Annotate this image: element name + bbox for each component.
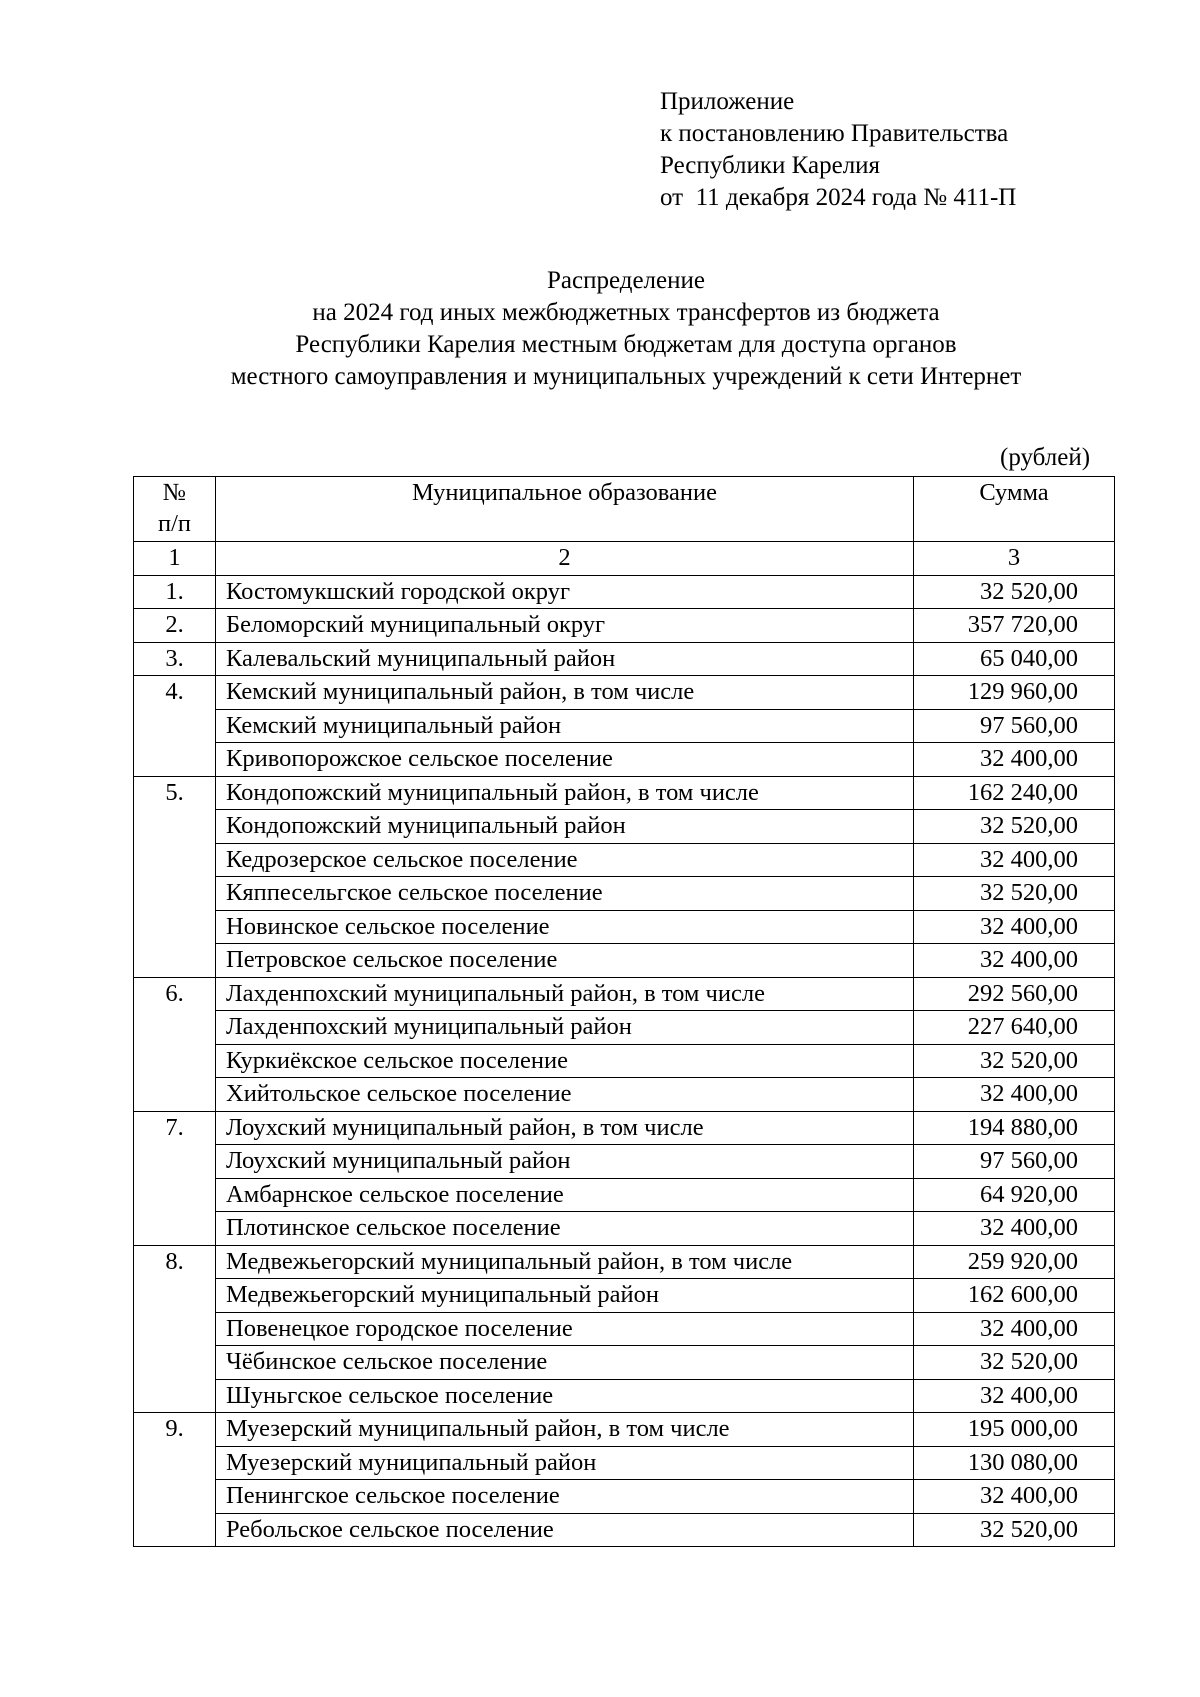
amount: 32 400,00 (914, 1078, 1115, 1112)
table-row (134, 575, 1115, 609)
appendix-line: к постановлению Правительства (660, 120, 1009, 147)
municipality-name: Кривопорожское сельское поселение (216, 743, 914, 777)
header-num: № п/п (134, 477, 216, 542)
municipality-name: Кяппесельгское сельское поселение (216, 877, 914, 911)
municipality-name: Кедрозерское сельское поселение (216, 843, 914, 877)
amount: 32 520,00 (914, 1513, 1115, 1547)
municipality-name: Ребольское сельское поселение (216, 1513, 914, 1547)
municipality-name: Беломорский муниципальный округ (216, 609, 914, 643)
column-number: 1 (134, 542, 216, 576)
amount: 32 400,00 (914, 944, 1115, 978)
table-row (134, 1513, 1115, 1547)
amount: 195 000,00 (914, 1413, 1115, 1447)
row-number: 3. (134, 642, 216, 676)
municipality-name: Чёбинское сельское поселение (216, 1346, 914, 1380)
table-row (134, 1011, 1115, 1045)
appendix-line: Приложение (660, 88, 795, 115)
table-row (134, 1379, 1115, 1413)
amount: 32 520,00 (914, 810, 1115, 844)
column-number: 2 (216, 542, 914, 576)
municipality-name: Кемский муниципальный район (216, 709, 914, 743)
row-number: 4. (134, 676, 216, 777)
amount: 32 400,00 (914, 1480, 1115, 1514)
table-row (134, 642, 1115, 676)
amount: 32 520,00 (914, 1346, 1115, 1380)
table-row (134, 810, 1115, 844)
row-number: 6. (134, 977, 216, 1111)
table-row (134, 776, 1115, 810)
table-row (134, 1078, 1115, 1112)
amount: 64 920,00 (914, 1178, 1115, 1212)
table-row (134, 1480, 1115, 1514)
municipality-name: Петровское сельское поселение (216, 944, 914, 978)
municipality-name: Муезерский муниципальный район, в том числе (216, 1413, 914, 1447)
municipality-name: Медвежьегорский муниципальный район, в том числе (216, 1245, 914, 1279)
amount: 32 520,00 (914, 1044, 1115, 1078)
municipality-name: Костомукшский городской округ (216, 575, 914, 609)
distribution-table (133, 476, 1115, 1547)
title-line: местного самоуправления и муниципальных учреждений к сети Интернет (230, 363, 1022, 390)
table-row (134, 1145, 1115, 1179)
table-body (134, 542, 1115, 1547)
table-row (134, 1279, 1115, 1313)
municipality-name: Медвежьегорский муниципальный район (216, 1279, 914, 1313)
row-number: 8. (134, 1245, 216, 1413)
municipality-name: Амбарнское сельское поселение (216, 1178, 914, 1212)
amount: 32 400,00 (914, 1379, 1115, 1413)
municipality-name: Муезерский муниципальный район (216, 1446, 914, 1480)
municipality-name: Кондопожский муниципальный район (216, 810, 914, 844)
table-row (134, 1212, 1115, 1246)
amount: 32 400,00 (914, 1212, 1115, 1246)
header-sum: Сумма (914, 477, 1115, 542)
municipality-name: Лахденпохский муниципальный район, в том числе (216, 977, 914, 1011)
appendix-line: Республики Карелия (660, 152, 881, 179)
amount: 227 640,00 (914, 1011, 1115, 1045)
row-number: 2. (134, 609, 216, 643)
table-row (134, 843, 1115, 877)
municipality-name: Калевальский муниципальный район (216, 642, 914, 676)
amount: 32 400,00 (914, 1312, 1115, 1346)
amount: 32 400,00 (914, 910, 1115, 944)
amount: 357 720,00 (914, 609, 1115, 643)
column-number: 3 (914, 542, 1115, 576)
amount: 292 560,00 (914, 977, 1115, 1011)
table-row (134, 1312, 1115, 1346)
table-row (134, 1346, 1115, 1380)
table-row (134, 1111, 1115, 1145)
table-row (134, 1178, 1115, 1212)
municipality-name: Повенецкое городское поселение (216, 1312, 914, 1346)
table-row (134, 609, 1115, 643)
row-number: 7. (134, 1111, 216, 1245)
amount: 97 560,00 (914, 709, 1115, 743)
table-row (134, 1446, 1115, 1480)
table-row (134, 877, 1115, 911)
municipality-name: Лахденпохский муниципальный район (216, 1011, 914, 1045)
table-row (134, 1245, 1115, 1279)
table-row (134, 743, 1115, 777)
municipality-name: Кондопожский муниципальный район, в том числе (216, 776, 914, 810)
municipality-name: Плотинское сельское поселение (216, 1212, 914, 1246)
table-row (134, 1044, 1115, 1078)
header-name: Муниципальное образование (216, 477, 914, 542)
appendix-header (660, 86, 1016, 214)
municipality-name: Шуньгское сельское поселение (216, 1379, 914, 1413)
title-line: на 2024 год иных межбюджетных трансфертов из бюджета (312, 299, 940, 326)
table-header-row (134, 477, 1115, 542)
table-row (134, 944, 1115, 978)
amount: 32 400,00 (914, 743, 1115, 777)
row-number: 9. (134, 1413, 216, 1547)
amount: 32 520,00 (914, 575, 1115, 609)
document-title (0, 265, 1200, 393)
row-number: 1. (134, 575, 216, 609)
title-line: Распределение (547, 267, 705, 294)
title-line: Республики Карелия местным бюджетам для доступа органов (295, 331, 957, 358)
amount: 32 400,00 (914, 843, 1115, 877)
column-numbers-row (134, 542, 1115, 576)
municipality-name: Хийтольское сельское поселение (216, 1078, 914, 1112)
municipality-name: Лоухский муниципальный район (216, 1145, 914, 1179)
table-row (134, 709, 1115, 743)
municipality-name: Лоухский муниципальный район, в том числе (216, 1111, 914, 1145)
amount: 97 560,00 (914, 1145, 1115, 1179)
amount: 162 240,00 (914, 776, 1115, 810)
amount: 130 080,00 (914, 1446, 1115, 1480)
amount: 129 960,00 (914, 676, 1115, 710)
table-row (134, 676, 1115, 710)
amount: 162 600,00 (914, 1279, 1115, 1313)
amount: 65 040,00 (914, 642, 1115, 676)
amount: 259 920,00 (914, 1245, 1115, 1279)
table-row (134, 1413, 1115, 1447)
municipality-name: Кемский муниципальный район, в том числе (216, 676, 914, 710)
table-row (134, 910, 1115, 944)
amount: 194 880,00 (914, 1111, 1115, 1145)
municipality-name: Пенингское сельское поселение (216, 1480, 914, 1514)
appendix-line: от 11 декабря 2024 года № 411-П (660, 184, 1017, 211)
units-label: (рублей) (1000, 444, 1091, 471)
municipality-name: Новинское сельское поселение (216, 910, 914, 944)
amount: 32 520,00 (914, 877, 1115, 911)
municipality-name: Куркиёкское сельское поселение (216, 1044, 914, 1078)
table-row (134, 977, 1115, 1011)
row-number: 5. (134, 776, 216, 977)
